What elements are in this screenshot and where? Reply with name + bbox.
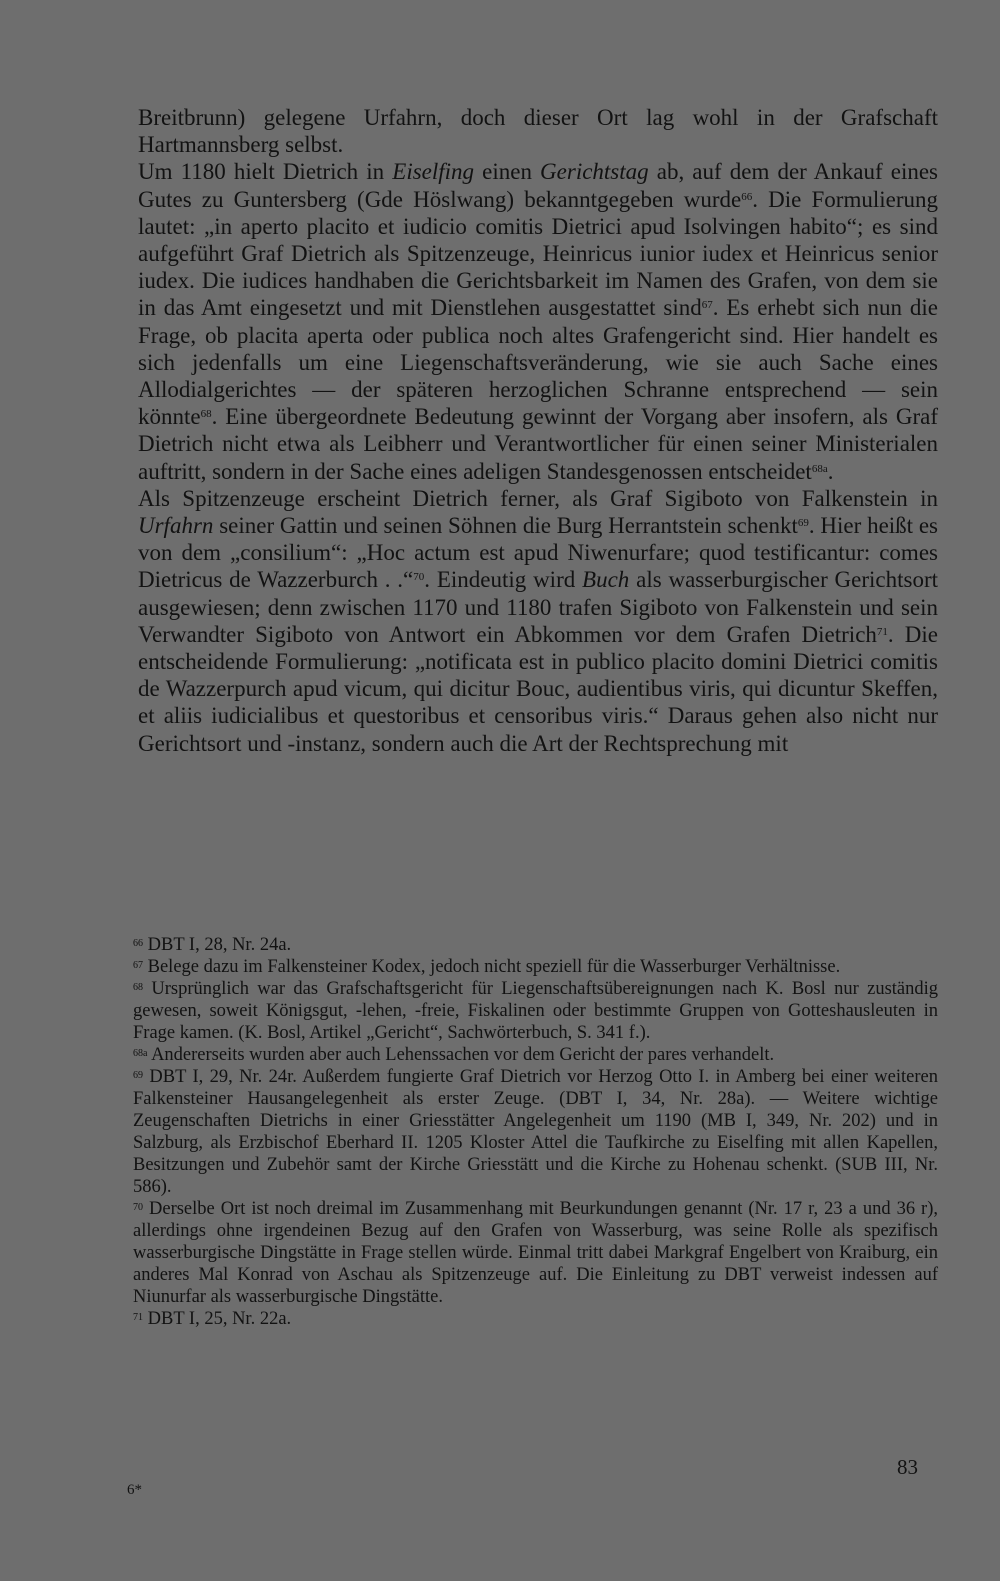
footnote-ref: 71: [876, 625, 888, 638]
text-run: . Die Formulierung lautet: „in aperto placito et iudicio comitis Dietrici apud Isolvingen habito“; es sind aufgeführt Graf Dietrich als Spitzenzeuge, Heinricus iunior iudex et Heinricus senior iudex. Die iudices handhaben die Gerichtsbarkeit im Namen des Grafen, von dem sie in das Amt eingesetzt und mit Dienstlehen ausgestattet sind: [138, 186, 938, 321]
text-run: . Die entscheidende Formulierung: „notificata est in publico placito domini Dietrici comitis de Wazzerpurch apud vicum, qui dicitur Bouc, audientibus viris, qui dicuntur Skeffen, et aliis iudicialibus et questoribus et censoribus viris.“ Daraus gehen also nicht nur Gerichtsort und -instanz, sondern auch die Art der Rechtsprechung mit: [138, 621, 938, 756]
page-number: 83: [897, 1455, 918, 1479]
footnote-ref: 66: [741, 190, 753, 203]
text-run: . Hier heißt es von dem „consilium“: „Hoc actum est apud Niwenurfare; quod testificantur: comes Dietricus de Wazzerburch . .“: [138, 513, 939, 593]
footnote-ref: 69: [797, 517, 809, 530]
text-run: als wasserburgischer Gerichtsort ausgewiesen; denn zwischen 1170 und 1180 trafen Sigiboto von Falkenstein und sein Verwandter Sigiboto von Antwort ein Abkommen vor dem Grafen Dietrich: [138, 567, 938, 647]
footnote-text: Ursprünglich war das Grafschaftsgericht für Liegenschaftsübereignungen nach K. Bosl nur zuständig gewesen, soweit Königsgut, -lehen, -freie, Fiskalinen oder bestimmte Gruppen von Gotteshausleuten in Frage kamen. (K. Bosl, Artikel „Gericht“, Sachwörterbuch, S. 341 f.).: [133, 979, 939, 1043]
text-run: . Es erhebt sich nun die Frage, ob placita aperta oder publica noch altes Grafengericht sind. Hier handelt es sich jedenfalls um eine Liegenschaftsveränderung, wie sie auch Sache eines Allodialgerichtes — der späteren herzoglichen Schranne entsprechend — sein könnte: [138, 295, 938, 430]
footnote-text: DBT I, 25, Nr. 22a.: [147, 1309, 292, 1329]
paragraph-3: [138, 485, 938, 757]
footnote: [133, 1066, 938, 1198]
footnote: [133, 1308, 938, 1330]
main-text: [138, 104, 938, 757]
footnote-ref: 70: [413, 571, 425, 584]
text-run: .: [827, 458, 834, 484]
text-run: einen: [474, 159, 541, 185]
signature-mark: 6*: [127, 1482, 142, 1498]
footnote-text: DBT I, 28, Nr. 24a.: [147, 935, 292, 955]
footnote-text: DBT I, 29, Nr. 24r. Außerdem fungierte Graf Dietrich vor Herzog Otto I. in Amberg bei einer weiteren Falkensteiner Hausangelegenheit als erster Zeuge. (DBT I, 34, Nr. 28a). — Weitere wichtige Zeugenschaften Dietrichs in einer Griesstätter Angelegenheit um 1190 (MB I, 349, Nr. 202) und in Salzburg, als Erzbischof Eberhard II. 1205 Kloster Attel die Taufkirche zu Eiselfing mit allen Kapellen, Besitzungen und Zubehör samt der Kirche Griesstätt und die Kirche zu Hohenau schenkt. (SUB III, Nr. 586).: [133, 1067, 938, 1197]
text-run: . Eine übergeordnete Bedeutung gewinnt der Vorgang aber insofern, als Graf Dietrich nicht etwa als Leibherr und Verantwortlicher für einen seiner Ministerialen auftritt, sondern in der Sache eines adeligen Standesgenossen entscheidet: [138, 404, 938, 484]
paragraph-2: [138, 158, 938, 484]
footnote: [133, 956, 938, 978]
footnote: [133, 934, 938, 956]
footnote-number: 68: [133, 982, 143, 993]
place-name: Buch: [582, 567, 630, 593]
place-name: Urfahrn: [138, 513, 214, 539]
footnotes: [133, 934, 938, 1330]
text-run: Um 1180 hielt Dietrich in: [138, 159, 393, 185]
text-run: seiner Gattin und seinen Söhnen die Burg Herrantstein schenkt: [213, 513, 798, 539]
footnote: [133, 1044, 938, 1066]
emphasis: Gerichtstag: [540, 159, 649, 185]
footnote: [133, 978, 938, 1044]
text-run: ab, auf dem der Ankauf eines Gutes zu Guntersberg (Gde Höslwang) bekanntgegeben wurde: [138, 159, 938, 212]
footnote-ref: 67: [701, 299, 713, 312]
footnote-number: 68a: [133, 1048, 148, 1059]
paragraph-1: Breitbrunn) gelegene Urfahrn, doch dieser Ort lag wohl in der Grafschaft Hartmannsberg selbst.: [138, 105, 938, 158]
text-run: Als Spitzenzeuge erscheint Dietrich ferner, als Graf Sigiboto von Falkenstein in: [138, 485, 938, 511]
place-name: Eiselfing: [392, 159, 475, 185]
footnote-ref: 68a: [811, 462, 828, 475]
footnote-number: 66: [133, 938, 143, 949]
footnote-number: 67: [133, 960, 143, 971]
footnote: [133, 1198, 938, 1308]
text-run: . Eindeutig wird: [424, 567, 583, 593]
footnote-text: Derselbe Ort ist noch dreimal im Zusammenhang mit Beurkundungen genannt (Nr. 17 r, 23 a und 36 r), allerdings ohne irgendeinen Bezug auf den Grafen von Wasserburg, was seine Rolle als spezifisch wasserburgische Dingstätte in Frage stellen würde. Einmal tritt dabei Markgraf Engelbert von Kraiburg, ein anderes Mal Konrad von Aschau als Spitzenzeuge auf. Die Einleitung zu DBT verweist indessen auf Niunurfar als wasserburgische Dingstätte.: [133, 1199, 939, 1307]
footnote-ref: 68: [200, 408, 212, 421]
footnote-number: 71: [133, 1312, 143, 1323]
footnote-number: 70: [133, 1202, 143, 1213]
footnote-text: Belege dazu im Falkensteiner Kodex, jedoch nicht speziell für die Wasserburger Verhältnisse.: [147, 957, 841, 977]
footnote-text: Andererseits wurden aber auch Lehenssachen vor dem Gericht der pares verhandelt.: [151, 1045, 775, 1065]
footnote-number: 69: [133, 1070, 143, 1081]
